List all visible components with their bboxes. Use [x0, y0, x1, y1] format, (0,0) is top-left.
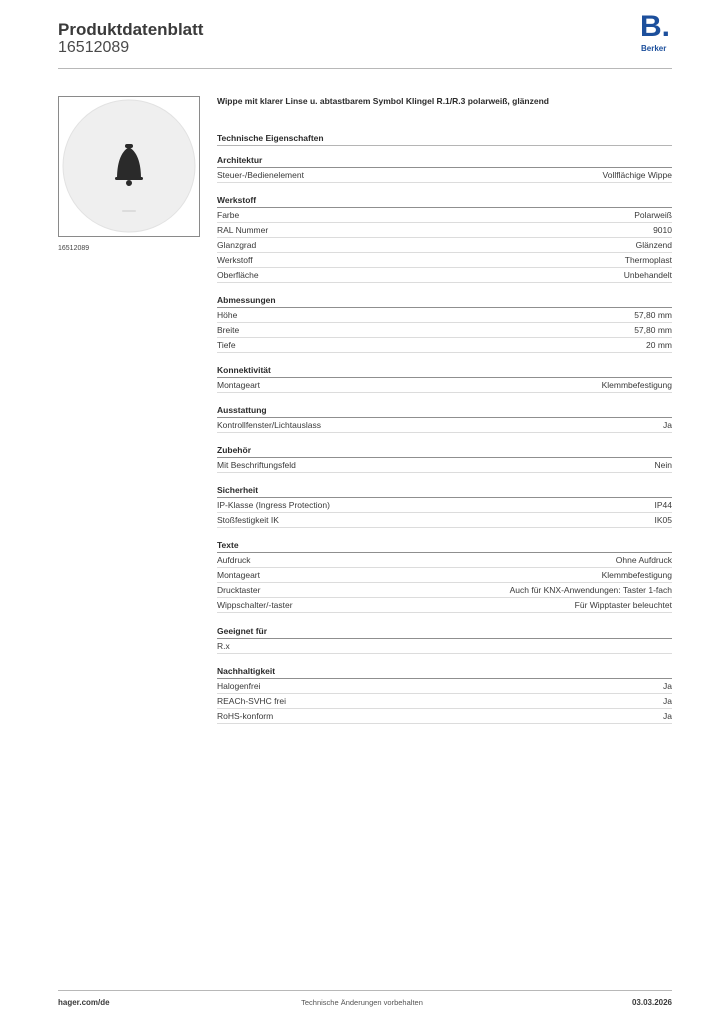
- spec-value: 20 mm: [646, 340, 672, 350]
- spec-section: [217, 484, 672, 528]
- spec-value: Klemmbefestigung: [601, 570, 672, 580]
- spec-row: [217, 268, 672, 283]
- berker-logo: [640, 10, 676, 56]
- logo-letter: B.: [640, 10, 670, 43]
- header-divider: [58, 68, 672, 69]
- spec-section: [217, 404, 672, 433]
- spec-row: [217, 238, 672, 253]
- spec-row: [217, 513, 672, 528]
- spec-label: IP-Klasse (Ingress Protection): [217, 500, 330, 510]
- section-title: Architektur: [217, 154, 672, 168]
- footer-date: 03.03.2026: [631, 998, 672, 1007]
- spec-label: Wippschalter/-taster: [217, 600, 293, 610]
- spec-value: Ja: [663, 696, 672, 706]
- spec-row: [217, 679, 672, 694]
- product-image: [58, 96, 200, 237]
- spec-label: Farbe: [217, 210, 240, 220]
- spec-label: RoHS-konform: [217, 711, 274, 721]
- spec-row: [217, 694, 672, 709]
- section-title: Konnektivität: [217, 364, 672, 378]
- spec-row: [217, 498, 672, 513]
- spec-label: REACh-SVHC frei: [217, 696, 286, 706]
- product-photo: [59, 97, 199, 236]
- footer-website: hager.com/de: [58, 998, 110, 1007]
- spec-value: Glänzend: [635, 240, 672, 250]
- spec-value: Thermoplast: [624, 255, 672, 265]
- page-title: Produktdatenblatt: [58, 20, 204, 39]
- spec-row: [217, 553, 672, 568]
- footer-note: Technische Änderungen vorbehalten: [301, 998, 423, 1007]
- spec-value: Nein: [654, 460, 672, 470]
- technical-properties-heading: Technische Eigenschaften: [217, 133, 672, 146]
- article-number: 16512089: [58, 39, 130, 56]
- section-title: Ausstattung: [217, 404, 672, 418]
- section-title: Texte: [217, 539, 672, 553]
- spec-section: [217, 364, 672, 393]
- spec-row: [217, 458, 672, 473]
- spec-label: Montageart: [217, 380, 260, 390]
- spec-section: [217, 194, 672, 283]
- spec-value: Vollflächige Wippe: [602, 170, 672, 180]
- spec-row: [217, 223, 672, 238]
- spec-value: Ja: [663, 711, 672, 721]
- spec-value: Polarweiß: [634, 210, 672, 220]
- spec-value: Ja: [663, 681, 672, 691]
- spec-value: Für Wipptaster beleuchtet: [574, 600, 672, 610]
- spec-label: Stoßfestigkeit IK: [217, 515, 279, 525]
- footer-divider: [58, 990, 672, 991]
- product-title: Wippe mit klarer Linse u. abtastbarem Symbol Klingel R.1/R.3 polarweiß, glänzend: [217, 96, 549, 106]
- spec-label: Höhe: [217, 310, 238, 320]
- spec-label: RAL Nummer: [217, 225, 269, 235]
- spec-value: IK05: [654, 515, 672, 525]
- spec-label: Halogenfrei: [217, 681, 261, 691]
- spec-section: [217, 294, 672, 353]
- spec-row: [217, 308, 672, 323]
- image-caption: 16512089: [58, 245, 90, 252]
- spec-section: [217, 625, 672, 654]
- spec-row: [217, 168, 672, 183]
- spec-label: Steuer-/Bedienelement: [217, 170, 304, 180]
- spec-row: [217, 418, 672, 433]
- spec-label: Oberfläche: [217, 270, 259, 280]
- spec-row: [217, 208, 672, 223]
- product-details: [217, 96, 672, 735]
- spec-row: [217, 323, 672, 338]
- spec-row: [217, 709, 672, 724]
- spec-row: [217, 568, 672, 583]
- spec-row: [217, 583, 672, 598]
- spec-row: [217, 378, 672, 393]
- spec-value: Ja: [663, 420, 672, 430]
- spec-label: Kontrollfenster/Lichtauslass: [217, 420, 321, 430]
- logo-text: Berker: [641, 44, 667, 53]
- spec-value: Klemmbefestigung: [601, 380, 672, 390]
- spec-row: [217, 338, 672, 353]
- spec-value: Unbehandelt: [623, 270, 672, 280]
- spec-value: Auch für KNX-Anwendungen: Taster 1-fach: [509, 585, 672, 595]
- spec-section: [217, 154, 672, 183]
- spec-value: IP44: [654, 500, 672, 510]
- spec-value: 9010: [653, 225, 672, 235]
- spec-label: Glanzgrad: [217, 240, 257, 250]
- spec-row: [217, 598, 672, 613]
- section-title: Sicherheit: [217, 484, 672, 498]
- spec-row: [217, 253, 672, 268]
- spec-value: Ohne Aufdruck: [615, 555, 672, 565]
- spec-label: Tiefe: [217, 340, 236, 350]
- spec-section: [217, 539, 672, 613]
- spec-row: [217, 639, 672, 654]
- section-title: Geeignet für: [217, 625, 672, 639]
- spec-sections: [217, 154, 672, 724]
- spec-label: R.x: [217, 641, 230, 651]
- spec-value: 57,80 mm: [634, 310, 672, 320]
- spec-label: Mit Beschriftungsfeld: [217, 460, 296, 470]
- spec-label: Breite: [217, 325, 240, 335]
- section-title: Werkstoff: [217, 194, 672, 208]
- spec-label: Montageart: [217, 570, 260, 580]
- spec-label: Drucktaster: [217, 585, 261, 595]
- spec-label: Werkstoff: [217, 255, 253, 265]
- spec-section: [217, 665, 672, 724]
- section-title: Abmessungen: [217, 294, 672, 308]
- spec-label: Aufdruck: [217, 555, 251, 565]
- spec-section: [217, 444, 672, 473]
- section-title: Nachhaltigkeit: [217, 665, 672, 679]
- section-title: Zubehör: [217, 444, 672, 458]
- spec-value: 57,80 mm: [634, 325, 672, 335]
